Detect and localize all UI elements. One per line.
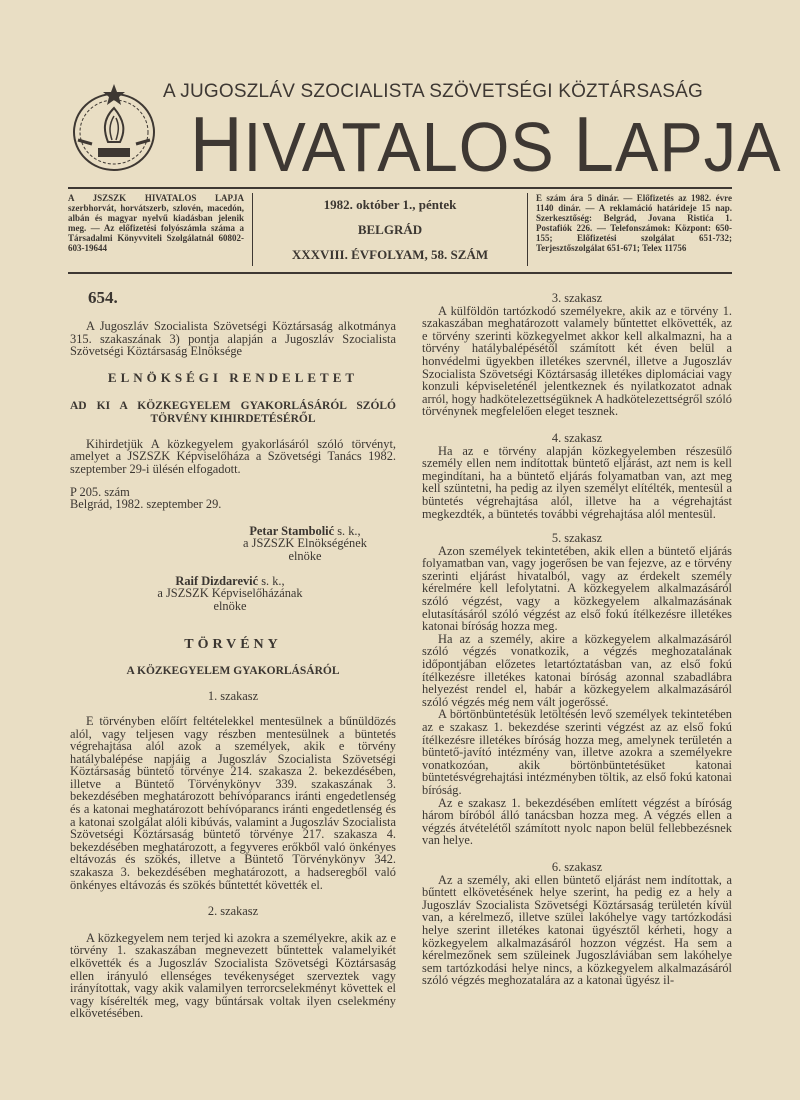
- reference-date: Belgrád, 1982. szeptember 29.: [70, 497, 222, 512]
- body-columns: [68, 288, 732, 1020]
- right-column: [422, 292, 732, 987]
- signatory-title: a JSZSZK Elnökségének: [243, 536, 367, 551]
- signatory-sk: s. k.,: [258, 573, 285, 588]
- signatory-sk: s. k.,: [334, 523, 361, 538]
- section-heading: 6. szakasz: [551, 859, 603, 874]
- section-5-paragraph: Az e szakasz 1. bekezdésében említett végzést a bíróság három bíróból álló tanácsban hozza meg. A végzés ellen a végzés átvételétől számított nyolc napon belül fellebbezésnek van helye.: [422, 795, 732, 848]
- title-word2: APJA: [614, 108, 782, 186]
- signatory-role: elnöke: [288, 548, 322, 563]
- section-1-text: E törvényben előírt feltételekkel mentesülnek a bűnüldözés alól, vagy teljesen vagy részben mentesülnek a büntetés végrehajtása alól azok a személyek, akik e törvény hatálybalépése napjáig a Jugoszláv Szocialista Szövetségi Köztársaság büntető törvénye 214. szakasza 2. bekezdésében, illetve a Büntető Törvénykönyv 339. szakaszának 3. bekezdésében meghatározott behívóparancs iránti engedetlenség és a katonai meghatározott behívóparancs iránti engedetlenség és a katonai szolgálat alóli kibúvás, valamint a Jugoszláv Szocialista Szövetségi Köztársaság büntető törvénye 217. szakasza 4. bekezdésében meghatározott, a fegyveres erőkből való önkényes eltávozás és szökés, illetve a Büntető Törvénykönyv 342. szakasza 3. bekezdésében meghatározott, a hadseregből való önkényes eltávozás és szökés bűntettét követték el.: [70, 713, 396, 892]
- promulgation-paragraph: Kihirdetjük A közkegyelem gyakorlásáról szóló törvényt, amelyet a JSZSZK Képviselőháza a Szövetségi Tanács 1982. szeptember 29-i ülésén elfogadott.: [70, 436, 396, 476]
- section-heading: 1. szakasz: [207, 689, 259, 704]
- section-5-paragraph: Azon személyek tekintetében, akik ellen a büntető eljárás folyamatban van, vagy jogerősen be van fejezve, az e törvény szerinti eljárást hivatalból, vagy az érdekelt személy kérelmére kell lefolytatni. A közkegyelem alkalmazásáról szóló végzést, vagy a közkegyelem alkalmazásának elutasításáról szóló végzést az első fokú ítélkezésre illetékes katonai bíróság hozza meg.: [422, 543, 732, 634]
- masthead-supertitle: A JUGOSZLÁV SZOCIALISTA SZÖVETSÉGI KÖZTÁRSASÁG: [163, 81, 703, 102]
- gazette-page: [68, 0, 782, 1021]
- section-2-text: A közkegyelem nem terjed ki azokra a személyekre, akik az e törvény 1. szakaszában megnevezett bűntettek valamelyikét elkövették és a Jugoszláv Szocialista Szövetségi Köztársaság ellen irányuló ellenséges tevékenységet szerveztek vagy irányítottak, vagy akik valamilyen terrorcselekményt követtek el vagy kísérelték meg, vagy bűntársak voltak ilyen cselekmény elkövetésében.: [70, 930, 396, 1021]
- section-heading: 5. szakasz: [551, 531, 603, 546]
- decree-heading: ELNÖKSÉGI RENDELETET: [107, 369, 359, 385]
- issue-date: 1982. október 1., péntek: [323, 197, 457, 212]
- signatory-title: a JSZSZK Képviselőházának: [157, 586, 303, 601]
- decree-subheading: AD KI A KÖZKEGYELEM GYAKORLÁSÁRÓL SZÓLÓ TÖRVÉNY KIHIRDETÉSÉRŐL: [70, 399, 396, 425]
- issue-info: [253, 193, 528, 266]
- intro-paragraph: A Jugoszláv Szocialista Szövetségi Köztársaság alkotmánya 315. szakaszának 3) pontja alapján a Jugoszláv Szocialista Szövetségi Köztársaság Elnöksége: [70, 319, 396, 359]
- header-bottom-divider: [68, 272, 732, 274]
- section-heading: 4. szakasz: [551, 430, 603, 445]
- title-word1: IVATALOS: [243, 108, 574, 186]
- section-6-text: Az a személy, aki ellen büntető eljárást nem indítottak, a bűntett elkövetésének helye szerint, ha pedig ez a hely a Jugoszláv Szocialista Szövetségi Köztársaság területén kívül van, a kérelmező, illetve szülei lakóhelye vagy tartózkodási helye szerint illetékes katonai ügyésztől kérheti, hogy a közkegyelem alkalmazásáról hozzon végzést. Ha sem a kérelmezőnek sem szüleinek Jugoszláviában sem lakóhelye sem tartózkodási helye nincs, a közkegyelem alkalmazásáról szóló végzés meghozatalára az a katonai ügyész il-: [422, 872, 732, 988]
- section-3-text: A külföldön tartózkodó személyekre, akik az e törvény 1. szakaszában meghatározott valamely bűntettet elkövették, az e törvény szerinti közkegyelmet akkor kell alkalmazni, ha a törvény hatálybalépésétől számított két éven belül a honvédelmi ügyekben illetékes szervnél, illetve a Jugoszláv Szocialista Szövetségi Köztársaság illetékes diplomáciai vagy konzuli képviseleténél jelentkeznek és nyilatkozatot adnak arról, hogy hadkötelezettségüknek A hadkötelezettségről szóló törvénynek megfelelően eleget tesznek.: [422, 303, 732, 419]
- signatory-name: Raif Dizdarević: [175, 573, 259, 588]
- section-4-text: Ha az e törvény alapján közkegyelemben részesülő személy ellen nem indítottak büntető eljárást, azt nem is kell megindítani, ha a büntető eljárás folyamatban van, azt meg kell szüntetni, ha pedig az ilyen személyt elítélték, mentesül a büntetés végrehajtása alól, illetve ha a végrehajtást megkezdték, a büntetés további végrehajtása alól mentesül.: [422, 443, 732, 521]
- signatory-role: elnöke: [213, 598, 247, 613]
- signature-2: [140, 575, 320, 613]
- law-subheading: A KÖZKEGYELEM GYAKORLÁSÁRÓL: [126, 665, 340, 678]
- publication-info: A JSZSZK HIVATALOS LAPJA szerbhorvát, horvátszerb, szlovén, macedón, albán és magyar nyelvű kiadásban jelenik meg. — Az előfizetési folyószámla száma a Társadalmi Könyvviteli Szolgálatnál 60802-603-19644: [68, 193, 253, 266]
- law-heading: TÖRVÉNY: [184, 637, 282, 653]
- reference-number: P 205. szám: [70, 484, 130, 499]
- issue-number: XXXVIII. ÉVFOLYAM, 58. SZÁM: [291, 247, 489, 262]
- signature-1: [220, 525, 390, 563]
- section-heading: 3. szakasz: [551, 291, 603, 305]
- title-initial: H: [190, 100, 244, 188]
- issue-city: BELGRÁD: [357, 222, 423, 237]
- title-initial: L: [573, 100, 615, 188]
- section-heading: 2. szakasz: [207, 904, 259, 919]
- section-5-paragraph: Ha az a személy, akire a közkegyelem alkalmazásáról szóló végzés vonatkozik, a végzés meghozatalának időpontjában előzetes letartóztatásban van, az első fokú ítélkezésre illetékes katonai bíróság azonnal szabadlábra helyezést rendel el, habár a közkegyelem alkalmazásáról szóló végzés még nem vált jogerőssé.: [422, 631, 732, 709]
- masthead: [68, 80, 782, 188]
- subscription-info: E szám ára 5 dinár. — Előfizetés az 1982. évre 1140 dinár. — A reklamáció határideje 15 nap. Szerkesztőség: Belgrád, Jovana Ristića 1. Postafiók 226. — Telefonszámok: Központ: 650-155; Előfizetési szolgálat 651-732; Terjesztőszolgálat 651-671; Telex 11756: [536, 193, 732, 253]
- document-number: 654.: [88, 288, 118, 307]
- signatory-name: Petar Stambolić: [249, 523, 335, 538]
- info-strip: [68, 189, 732, 272]
- left-column: [70, 288, 396, 1020]
- masthead-title: [190, 100, 782, 188]
- section-5-paragraph: A börtönbüntetésük letöltésén levő személyek tekintetében az e szakasz 1. bekezdése szerinti végzést az az első fokú ítélkezésre illetékes bíróság hozza meg, amelynek területén a büntető-javító intézmény van, illetve azokra a személyekre vonatkozóan, akik börtönbüntetésüket katonai büntetésvégrehajtási intézményben töltik, az első fokú katonai bíróság.: [422, 707, 732, 797]
- yugoslav-coat-of-arms-emblem: [68, 80, 160, 176]
